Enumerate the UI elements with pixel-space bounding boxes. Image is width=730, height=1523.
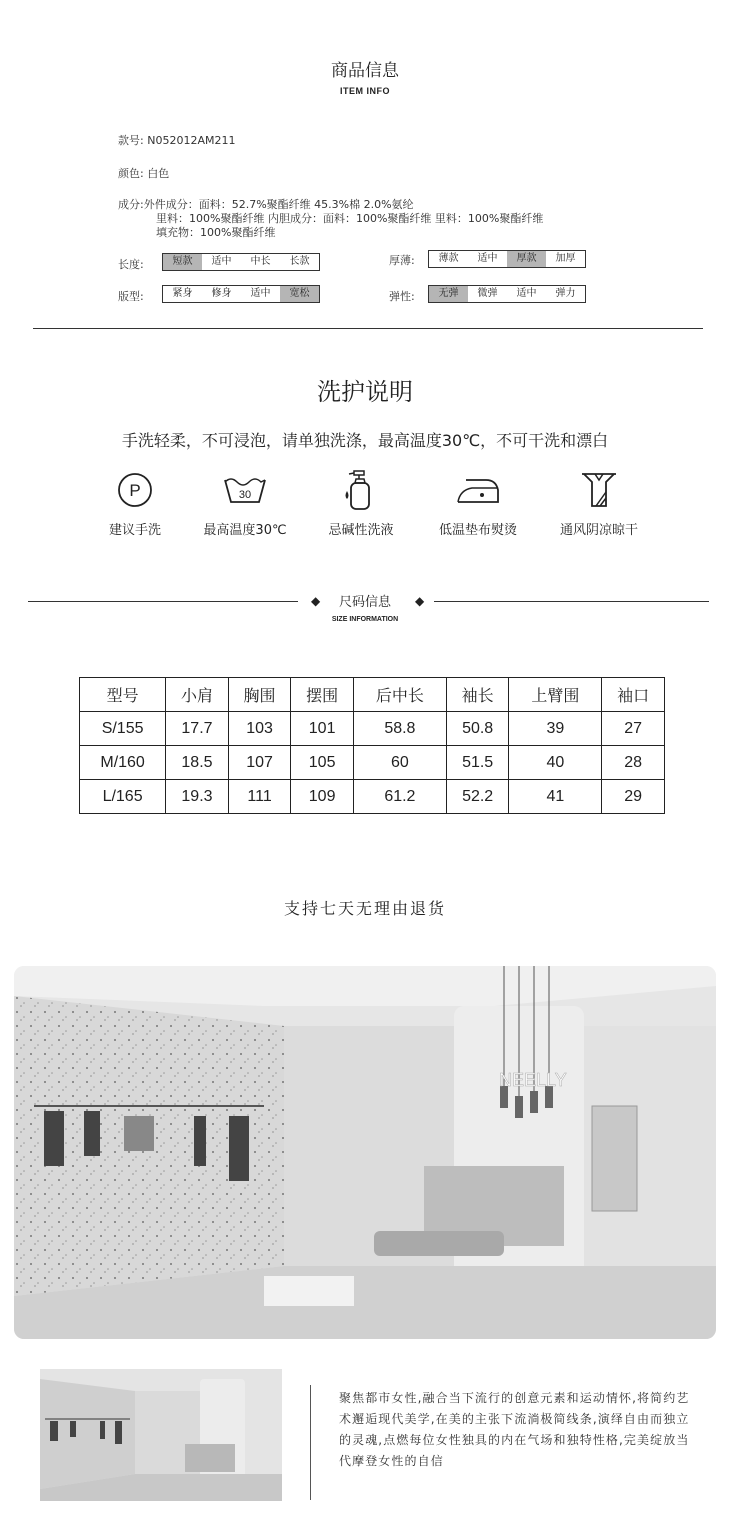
cell: 28 <box>602 746 665 780</box>
style-number-row <box>118 134 235 148</box>
store-sign: NEELLY <box>499 1070 567 1090</box>
cell: S/155 <box>80 712 166 746</box>
care-label: 通风阴凉晾干 <box>559 523 638 538</box>
section-divider <box>33 328 703 329</box>
size-divider-right <box>434 601 709 602</box>
fit-label: 版型: <box>118 290 144 303</box>
fit-option-slim: 修身 <box>211 288 232 299</box>
elasticity-option-none: 无弹 <box>429 286 468 302</box>
elasticity-option-medium: 适中 <box>516 288 537 299</box>
header-cell: 上臂围 <box>509 678 602 712</box>
care-label: 最高温度30℃ <box>203 523 287 538</box>
cell: 17.7 <box>166 712 229 746</box>
composition-label: 成分: <box>118 198 144 211</box>
elasticity-option-stretch: 弹力 <box>555 288 576 299</box>
header-cell: 袖长 <box>446 678 509 712</box>
cell: 41 <box>509 780 602 814</box>
cell: 39 <box>509 712 602 746</box>
elasticity-option-slight: 微弹 <box>477 288 498 299</box>
svg-text:P: P <box>129 481 141 500</box>
thickness-option-thick: 厚款 <box>507 251 546 267</box>
shade-dry-shirt-icon <box>534 468 664 512</box>
vertical-divider <box>310 1385 311 1500</box>
cell: 58.8 <box>353 712 446 746</box>
composition-line: 外件成分：面料：52.7%聚酯纤维 45.3%棉 2.0%氨纶 <box>143 198 414 211</box>
store-thumbnail <box>40 1369 282 1501</box>
cell: 51.5 <box>446 746 509 780</box>
length-label: 长度: <box>118 258 144 271</box>
style-number-value: N052012AM211 <box>147 134 236 147</box>
brand-story: 聚焦都市女性,融合当下流行的创意元素和运动情怀,将简约艺术邂逅现代美学,在美的主张下流淌极简线条,演绎自由而独立的灵魂,点燃每位女性独具的内在气场和独特性格,完美绽放当代摩登女性的自信 <box>339 1391 690 1468</box>
table-row <box>80 746 665 780</box>
iron-low-icon <box>413 468 543 512</box>
thickness-option-medium: 适中 <box>477 253 498 264</box>
store-interior-photo <box>14 966 716 1339</box>
header-cell: 袖口 <box>602 678 665 712</box>
care-label: 低温垫布熨烫 <box>438 523 517 538</box>
cell: M/160 <box>80 746 166 780</box>
size-title-en: SIZE INFORMATION <box>331 616 399 623</box>
cell: 109 <box>291 780 354 814</box>
thickness-option-thin: 薄款 <box>438 253 459 264</box>
table-row <box>80 780 665 814</box>
cell: 107 <box>228 746 291 780</box>
care-description: 手洗轻柔，不可浸泡，请单独洗涤，最高温度30℃，不可干洗和漂白 <box>121 431 609 450</box>
care-item <box>296 468 426 538</box>
care-item <box>413 468 543 538</box>
cell: 27 <box>602 712 665 746</box>
style-number-label: 款号: <box>118 134 144 147</box>
product-info-title-en: ITEM INFO <box>340 86 390 96</box>
header-cell: 型号 <box>80 678 166 712</box>
size-title: 尺码信息 <box>338 595 391 610</box>
cell: 52.2 <box>446 780 509 814</box>
elasticity-label: 弹性: <box>389 290 415 303</box>
cell: 61.2 <box>353 780 446 814</box>
length-scale <box>162 253 320 271</box>
thickness-scale <box>428 250 586 268</box>
length-option-mid-long: 中长 <box>250 256 271 267</box>
cell: 101 <box>291 712 354 746</box>
header-cell: 摆围 <box>291 678 354 712</box>
color-value: 白色 <box>147 167 170 180</box>
size-table <box>79 677 665 814</box>
cell: L/165 <box>80 780 166 814</box>
cell: 19.3 <box>166 780 229 814</box>
length-option-medium: 适中 <box>211 256 232 267</box>
cell: 18.5 <box>166 746 229 780</box>
diamond-icon: ◆ <box>415 594 425 608</box>
header-cell: 胸围 <box>228 678 291 712</box>
composition-line: 里料：100%聚酯纤维 内胆成分：面料：100%聚酯纤维 里料：100%聚酯纤维 <box>156 212 544 225</box>
header-cell: 后中长 <box>353 678 446 712</box>
cell: 111 <box>228 780 291 814</box>
color-row <box>118 167 169 181</box>
care-label: 忌碱性洗液 <box>328 523 394 538</box>
care-title: 洗护说明 <box>317 378 413 406</box>
fit-option-regular: 适中 <box>250 288 271 299</box>
fit-option-loose: 宽松 <box>280 286 319 302</box>
svg-text:30: 30 <box>238 489 252 501</box>
fit-scale <box>162 285 320 303</box>
composition-row <box>118 198 414 212</box>
thickness-option-extra-thick: 加厚 <box>555 253 576 264</box>
cell: 40 <box>509 746 602 780</box>
diamond-icon: ◆ <box>311 594 321 608</box>
color-label: 颜色: <box>118 167 144 180</box>
composition-line: 填充物：100%聚酯纤维 <box>156 226 276 239</box>
care-item <box>180 468 310 538</box>
header-cell: 小肩 <box>166 678 229 712</box>
cell: 60 <box>353 746 446 780</box>
cell: 103 <box>228 712 291 746</box>
wash-30-icon <box>180 468 310 512</box>
product-info-title: 商品信息 <box>331 61 399 81</box>
return-policy: 支持七天无理由退货 <box>283 899 446 918</box>
fit-option-tight: 紧身 <box>172 288 193 299</box>
cell: 29 <box>602 780 665 814</box>
cell: 50.8 <box>446 712 509 746</box>
care-item <box>534 468 664 538</box>
thickness-label: 厚薄: <box>389 254 415 267</box>
size-table-header <box>80 678 665 712</box>
length-option-long: 长款 <box>289 256 310 267</box>
elasticity-scale <box>428 285 586 303</box>
detergent-bottle-icon <box>296 468 426 512</box>
table-row <box>80 712 665 746</box>
length-option-short: 短款 <box>163 254 202 270</box>
care-label: 建议手洗 <box>108 523 161 538</box>
cell: 105 <box>291 746 354 780</box>
